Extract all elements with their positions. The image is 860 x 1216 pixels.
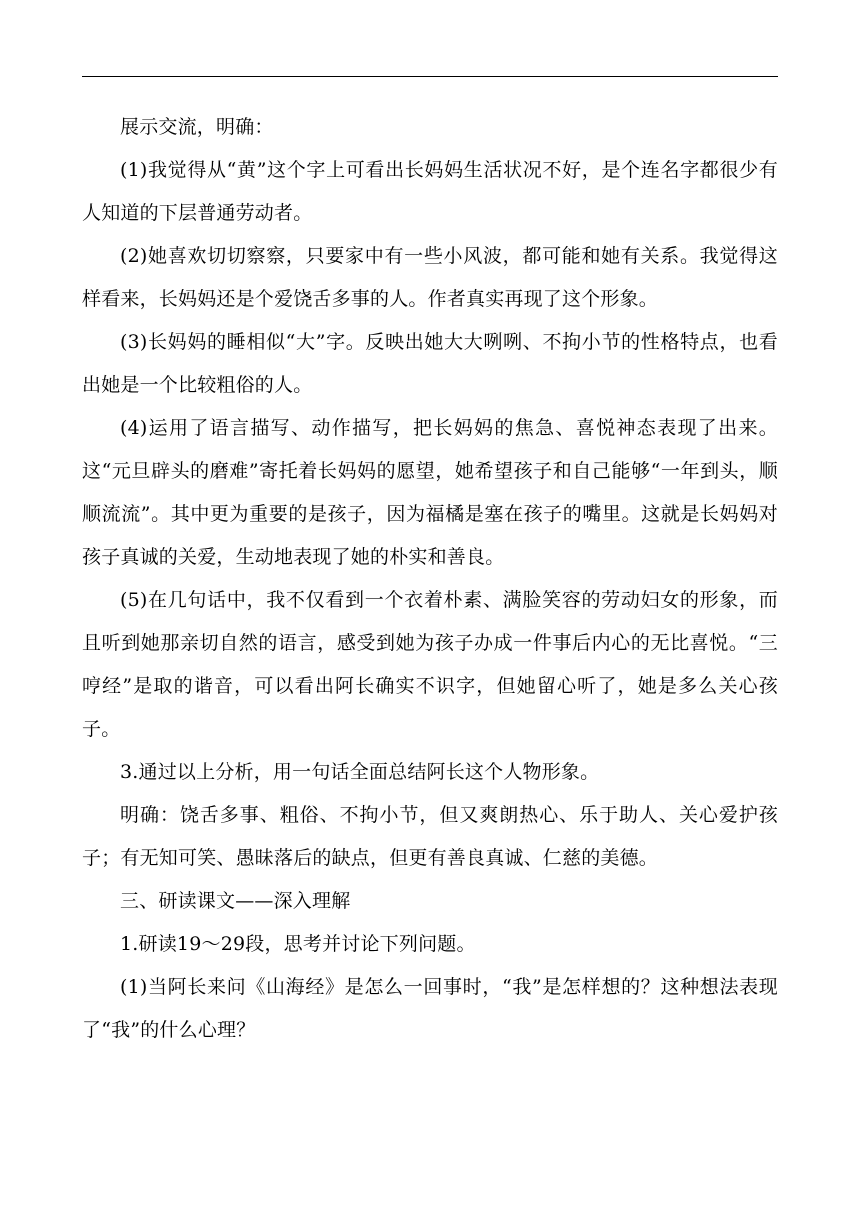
paragraph-point-2: (2)她喜欢切切察察，只要家中有一些小风波，都可能和她有关系。我觉得这样看来，长妈妈还是个爱饶舌多事的人。作者真实再现了这个形象。 bbox=[82, 245, 778, 310]
paragraph-subquestion-1: (1)当阿长来问《山海经》是怎么一回事时，“我”是怎样想的？这种想法表现了“我”的什么心理？ bbox=[82, 976, 778, 1041]
document-body bbox=[82, 106, 778, 1052]
paragraph-task-1: 1.研读19～29段，思考并讨论下列问题。 bbox=[120, 933, 476, 955]
section-heading: 三、研读课文——深入理解 bbox=[120, 890, 351, 912]
paragraph-intro: 展示交流，明确： bbox=[120, 116, 274, 138]
paragraph-point-1: (1)我觉得从“黄”这个字上可看出长妈妈生活状况不好，是个连名字都很少有人知道的下层普通劳动者。 bbox=[82, 159, 778, 224]
paragraph-point-4: (4)运用了语言描写、动作描写，把长妈妈的焦急、喜悦神态表现了出来。这“元旦辟头的磨难”寄托着长妈妈的愿望，她希望孩子和自己能够“一年到头，顺顺流流”。其中更为重要的是孩子，因为福橘是塞在孩子的嘴里。这就是长妈妈对孩子真诚的关爱，生动地表现了她的朴实和善良。 bbox=[82, 417, 778, 568]
paragraph-point-5: (5)在几句话中，我不仅看到一个衣着朴素、满脸笑容的劳动妇女的形象，而且听到她那亲切自然的语言，感受到她为孩子办成一件事后内心的无比喜悦。“三哼经”是取的谐音，可以看出阿长确实不识字，但她留心听了，她是多么关心孩子。 bbox=[82, 589, 778, 740]
paragraph-point-3: (3)长妈妈的睡相似“大”字。反映出她大大咧咧、不拘小节的性格特点，也看出她是一个比较粗俗的人。 bbox=[82, 331, 778, 396]
paragraph-question-3: 3.通过以上分析，用一句话全面总结阿长这个人物形象。 bbox=[120, 761, 600, 783]
header-rule bbox=[82, 76, 778, 77]
paragraph-answer: 明确：饶舌多事、粗俗、不拘小节，但又爽朗热心、乐于助人、关心爱护孩子；有无知可笑、愚昧落后的缺点，但更有善良真诚、仁慈的美德。 bbox=[82, 804, 778, 869]
